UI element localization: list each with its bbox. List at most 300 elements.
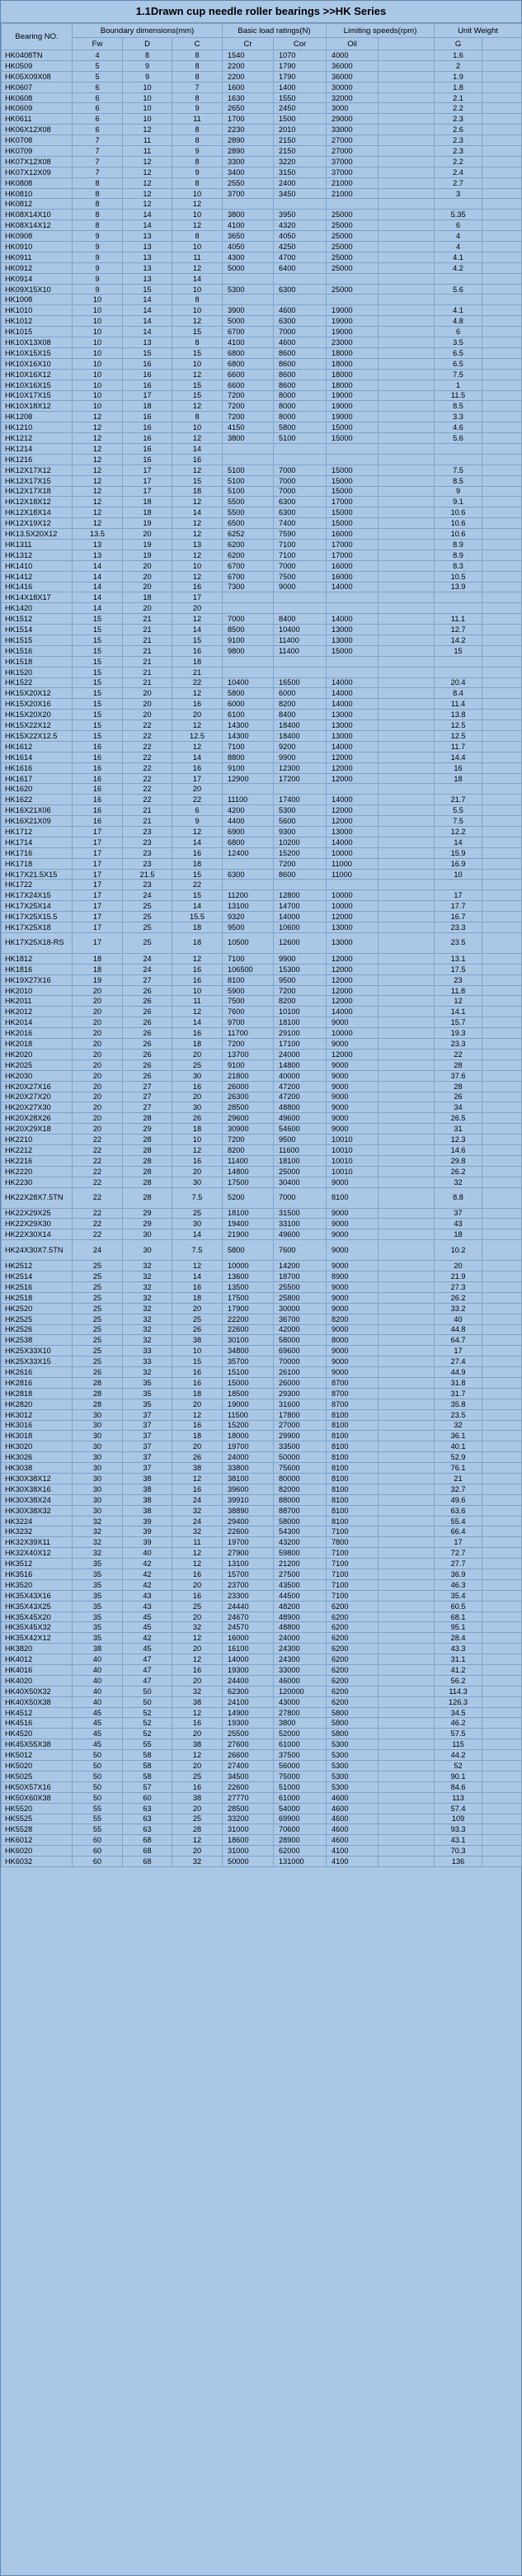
table-row [2,1675,522,1686]
cell-g: 16.7 [435,912,482,922]
cell-d: 39 [123,1526,172,1537]
cell-bearing-no: HK4012 [2,1654,73,1665]
cell-spacer [379,1113,435,1124]
cell-bearing-no: HK15X20X20 [2,710,73,720]
cell-g: 31.7 [435,1388,482,1399]
cell-cor: 7000 [274,486,327,497]
cell-fw: 32 [73,1516,123,1526]
cell-cr: 3800 [223,210,274,220]
table-row [2,922,522,933]
header-c: C [172,38,223,50]
table-row [2,390,522,401]
cell-bearing-no: HK0608 [2,92,73,103]
cell-c: 18 [172,1124,223,1135]
cell-cr: 38890 [223,1505,274,1516]
cell-cr: 7500 [223,996,274,1007]
cell-cr: 29600 [223,1113,274,1124]
cell-cr: 6100 [223,710,274,720]
cell-cr: 5100 [223,486,274,497]
cell-oil: 15000 [327,433,379,444]
cell-oil: 12000 [327,964,379,974]
cell-oil: 23000 [327,337,379,348]
cell-d: 12 [123,177,172,188]
cell-cr: 6800 [223,358,274,369]
cell-oil: 10010 [327,1144,379,1155]
cell-c: 18 [172,932,223,953]
cell-spacer-2 [482,582,522,592]
cell-cor [274,667,327,677]
cell-oil: 7100 [327,1559,379,1569]
cell-bearing-no: HK12X19X12 [2,518,73,529]
cell-g: 2 [435,60,482,71]
cell-spacer-2 [482,869,522,880]
cell-oil: 13000 [327,827,379,837]
cell-c: 8 [172,295,223,305]
cell-cr: 24000 [223,1452,274,1463]
cell-spacer-2 [482,974,522,985]
cell-spacer-2 [482,465,522,475]
cell-spacer-2 [482,1356,522,1367]
cell-bearing-no: HK2818 [2,1388,73,1399]
cell-cr: 9100 [223,1059,274,1070]
cell-g: 43.3 [435,1644,482,1654]
cell-oil: 10010 [327,1166,379,1177]
cell-c: 30 [172,1070,223,1081]
cell-c: 14 [172,1017,223,1028]
cell-spacer-2 [482,199,522,210]
cell-oil: 4600 [327,1814,379,1824]
cell-spacer [379,614,435,625]
cell-spacer-2 [482,625,522,635]
cell-spacer [379,741,435,752]
cell-oil: 9000 [327,1017,379,1028]
cell-oil: 8100 [327,1431,379,1441]
cell-cr: 19700 [223,1537,274,1548]
cell-cr: 24440 [223,1601,274,1611]
cell-spacer [379,380,435,390]
cell-c: 20 [172,1729,223,1739]
cell-spacer-2 [482,645,522,656]
cell-fw: 20 [73,1070,123,1081]
cell-g: 23.3 [435,922,482,933]
cell-spacer-2 [482,741,522,752]
cell-oil: 36000 [327,60,379,71]
table-row [2,847,522,858]
table-row [2,1346,522,1356]
cell-bearing-no: HK2210 [2,1135,73,1145]
cell-cor: 14000 [274,912,327,922]
cell-d: 21.5 [123,869,172,880]
cell-d: 32 [123,1292,172,1303]
cell-fw: 40 [73,1654,123,1665]
cell-spacer [379,1857,435,1867]
cell-g: 13.9 [435,582,482,592]
cell-c: 25 [172,1814,223,1824]
cell-cor: 27000 [274,1420,327,1431]
cell-g: 11.8 [435,985,482,996]
cell-cr [223,784,274,795]
cell-g: 7.5 [435,369,482,380]
cell-spacer-2 [482,922,522,933]
table-row [2,1177,522,1187]
cell-c: 16 [172,1420,223,1431]
cell-c: 26 [172,1324,223,1335]
cell-cr: 5500 [223,497,274,507]
cell-c: 10 [172,188,223,199]
cell-d: 68 [123,1835,172,1846]
cell-spacer-2 [482,880,522,890]
cell-g [435,199,482,210]
cell-c: 12 [172,518,223,529]
cell-fw: 60 [73,1857,123,1867]
cell-spacer [379,539,435,550]
cell-g: 109 [435,1814,482,1824]
cell-cor: 7590 [274,529,327,540]
table-row [2,412,522,422]
cell-g: 21.9 [435,1271,482,1282]
cell-fw: 20 [73,1049,123,1059]
cell-fw: 12 [73,497,123,507]
table-row [2,1281,522,1292]
cell-cor: 59800 [274,1548,327,1559]
cell-d: 32 [123,1324,172,1335]
table-row [2,1803,522,1814]
cell-oil: 19000 [327,305,379,316]
cell-d: 32 [123,1271,172,1282]
cell-spacer [379,1622,435,1633]
cell-c: 12 [172,220,223,231]
cell-c: 12 [172,316,223,327]
cell-fw: 8 [73,177,123,188]
cell-fw: 40 [73,1665,123,1676]
cell-oil: 25000 [327,231,379,242]
cell-spacer-2 [482,347,522,358]
cell-d: 15 [123,284,172,295]
cell-d: 12 [123,125,172,135]
table-row [2,1292,522,1303]
cell-cor: 11400 [274,645,327,656]
cell-oil: 12000 [327,953,379,964]
cell-cr: 14900 [223,1707,274,1718]
cell-g: 29.8 [435,1155,482,1166]
cell-cor: 8000 [274,390,327,401]
cell-c: 8 [172,337,223,348]
cell-c: 16 [172,964,223,974]
cell-spacer-2 [482,1516,522,1526]
cell-bearing-no: HK2514 [2,1271,73,1282]
cell-d: 42 [123,1579,172,1590]
cell-cor: 9200 [274,741,327,752]
table-row [2,1208,522,1219]
table-row [2,507,522,518]
cell-oil: 7100 [327,1569,379,1580]
cell-fw: 17 [73,880,123,890]
cell-bearing-no: HK2016 [2,1028,73,1039]
cell-c: 12 [172,688,223,699]
table-row [2,188,522,199]
cell-oil: 12000 [327,773,379,784]
cell-spacer-2 [482,1686,522,1696]
cell-bearing-no: HK1512 [2,614,73,625]
cell-bearing-no: HK35X45X20 [2,1611,73,1622]
table-row [2,1335,522,1346]
table-row [2,358,522,369]
cell-fw: 16 [73,773,123,784]
table-row [2,1526,522,1537]
cell-oil: 16000 [327,571,379,582]
cell-cr: 9320 [223,912,274,922]
cell-c: 20 [172,1166,223,1177]
cell-cr: 2650 [223,103,274,114]
cell-oil: 15000 [327,645,379,656]
table-row [2,645,522,656]
cell-cor: 17800 [274,1409,327,1420]
cell-oil: 18000 [327,380,379,390]
table-row [2,667,522,677]
cell-d: 16 [123,380,172,390]
cell-spacer-2 [482,1696,522,1707]
cell-cor: 8600 [274,380,327,390]
cell-cor: 1400 [274,82,327,92]
cell-d: 22 [123,731,172,742]
cell-cor: 36700 [274,1314,327,1324]
cell-bearing-no: HK2014 [2,1017,73,1028]
cell-spacer-2 [482,816,522,827]
cell-g: 1.9 [435,71,482,82]
cell-g: 4 [435,242,482,252]
cell-oil: 9000 [327,1102,379,1113]
cell-spacer-2 [482,762,522,773]
cell-spacer-2 [482,592,522,603]
cell-c: 26 [172,1113,223,1124]
cell-bearing-no: HK1015 [2,327,73,337]
cell-bearing-no: HK6032 [2,1857,73,1867]
cell-spacer [379,1644,435,1654]
cell-g: 8.8 [435,1187,482,1208]
cell-spacer-2 [482,688,522,699]
cell-g: 3.3 [435,412,482,422]
cell-c: 8 [172,50,223,61]
cell-cr [223,592,274,603]
cell-fw: 16 [73,784,123,795]
cell-bearing-no: HK5025 [2,1771,73,1781]
cell-spacer-2 [482,1579,522,1590]
header-d: D [123,38,172,50]
cell-fw: 10 [73,369,123,380]
cell-cor: 7500 [274,571,327,582]
cell-bearing-no: HK2525 [2,1314,73,1324]
cell-cor: 4600 [274,337,327,348]
cell-bearing-no: HK1722 [2,880,73,890]
table-row [2,1484,522,1494]
cell-spacer [379,125,435,135]
cell-d: 21 [123,816,172,827]
cell-spacer [379,1590,435,1601]
cell-cr: 38100 [223,1474,274,1484]
cell-fw: 40 [73,1675,123,1686]
cell-oil: 4600 [327,1803,379,1814]
cell-bearing-no: HK13.5X20X12 [2,529,73,540]
cell-oil: 9000 [327,1092,379,1102]
cell-d: 37 [123,1452,172,1463]
cell-spacer-2 [482,1208,522,1219]
cell-spacer [379,1059,435,1070]
cell-spacer-2 [482,1102,522,1113]
cell-cr: 14000 [223,1654,274,1665]
cell-g: 37 [435,1208,482,1219]
cell-spacer [379,922,435,933]
cell-cr: 7600 [223,1007,274,1017]
cell-fw: 4 [73,50,123,61]
cell-oil: 9000 [327,1208,379,1219]
cell-c: 9 [172,103,223,114]
cell-cr: 1600 [223,82,274,92]
cell-g: 2.7 [435,177,482,188]
cell-spacer-2 [482,114,522,125]
table-row [2,1452,522,1463]
cell-cor: 8600 [274,358,327,369]
cell-g: 40.1 [435,1441,482,1452]
cell-fw: 30 [73,1463,123,1474]
cell-cr: 31000 [223,1846,274,1857]
table-row [2,741,522,752]
cell-cr: 15000 [223,1377,274,1388]
cell-cr: 13600 [223,1271,274,1282]
cell-c: 9 [172,167,223,177]
cell-g: 70.3 [435,1846,482,1857]
cell-oil: 12000 [327,996,379,1007]
cell-bearing-no: HK12X17X12 [2,465,73,475]
cell-oil [327,592,379,603]
cell-d: 14 [123,316,172,327]
cell-d: 28 [123,1177,172,1187]
cell-cr: 18100 [223,1208,274,1219]
cell-g: 60.5 [435,1601,482,1611]
cell-oil: 11000 [327,858,379,869]
table-row [2,1707,522,1718]
cell-d: 13 [123,273,172,284]
cell-fw: 20 [73,985,123,996]
cell-d: 28 [123,1166,172,1177]
cell-spacer-2 [482,677,522,688]
cell-d: 20 [123,699,172,710]
cell-oil: 12000 [327,816,379,827]
cell-d: 55 [123,1739,172,1750]
cell-oil: 9000 [327,1229,379,1240]
cell-fw: 22 [73,1166,123,1177]
cell-g: 4.2 [435,262,482,273]
cell-g: 41.2 [435,1665,482,1676]
cell-bearing-no: HK2538 [2,1335,73,1346]
cell-c: 16 [172,1155,223,1166]
cell-cor: 1070 [274,50,327,61]
header-spacer-2 [482,38,522,50]
cell-cor: 6300 [274,507,327,518]
cell-cor: 8400 [274,710,327,720]
cell-cor: 2400 [274,177,327,188]
cell-fw: 17 [73,858,123,869]
cell-g: 28 [435,1059,482,1070]
cell-d: 32 [123,1314,172,1324]
cell-spacer [379,1240,435,1261]
cell-c: 30 [172,1219,223,1229]
cell-g: 6.5 [435,347,482,358]
cell-cr: 6900 [223,827,274,837]
cell-cr: 26600 [223,1750,274,1761]
cell-fw: 17 [73,932,123,953]
cell-fw: 45 [73,1718,123,1729]
cell-g: 14.1 [435,1007,482,1017]
table-row [2,443,522,454]
cell-cr: 2200 [223,71,274,82]
cell-bearing-no: HK6012 [2,1835,73,1846]
cell-g: 19.3 [435,1028,482,1039]
cell-cor: 9300 [274,827,327,837]
cell-fw: 16 [73,762,123,773]
cell-cr: 26300 [223,1092,274,1102]
cell-d: 63 [123,1814,172,1824]
cell-spacer [379,465,435,475]
cell-g: 17.5 [435,964,482,974]
cell-oil: 14000 [327,699,379,710]
cell-cr: 24570 [223,1622,274,1633]
cell-oil: 13000 [327,635,379,645]
cell-oil: 4600 [327,1824,379,1835]
cell-cr: 6700 [223,560,274,571]
cell-spacer [379,805,435,816]
cell-bearing-no: HK17X25X18-RS [2,932,73,953]
cell-c: 20 [172,1644,223,1654]
cell-spacer-2 [482,71,522,82]
cell-g: 8.5 [435,401,482,412]
cell-c: 12 [172,550,223,560]
cell-c: 12 [172,1548,223,1559]
cell-cor: 3150 [274,167,327,177]
cell-spacer-2 [482,1707,522,1718]
cell-d: 20 [123,710,172,720]
cell-spacer [379,1675,435,1686]
table-row [2,1271,522,1282]
cell-spacer-2 [482,1452,522,1463]
cell-spacer-2 [482,827,522,837]
cell-cor: 10200 [274,837,327,847]
cell-bearing-no: HK5020 [2,1761,73,1772]
cell-g: 15.7 [435,1017,482,1028]
cell-bearing-no: HK25X33X15 [2,1356,73,1367]
cell-c: 20 [172,1049,223,1059]
cell-d: 24 [123,890,172,901]
cell-spacer-2 [482,390,522,401]
cell-c: 38 [172,1792,223,1803]
cell-c: 14 [172,443,223,454]
table-row [2,380,522,390]
cell-spacer [379,1601,435,1611]
cell-fw: 22 [73,1229,123,1240]
cell-cor: 27500 [274,1569,327,1580]
cell-fw: 32 [73,1537,123,1548]
cell-g: 43.1 [435,1835,482,1846]
cell-spacer-2 [482,550,522,560]
cell-fw: 32 [73,1526,123,1537]
cell-oil: 19000 [327,316,379,327]
cell-cor: 33100 [274,1219,327,1229]
cell-spacer [379,1526,435,1537]
cell-bearing-no: HK3820 [2,1644,73,1654]
cell-fw: 15 [73,699,123,710]
cell-d: 24 [123,953,172,964]
cell-oil: 10010 [327,1155,379,1166]
cell-fw: 20 [73,1102,123,1113]
